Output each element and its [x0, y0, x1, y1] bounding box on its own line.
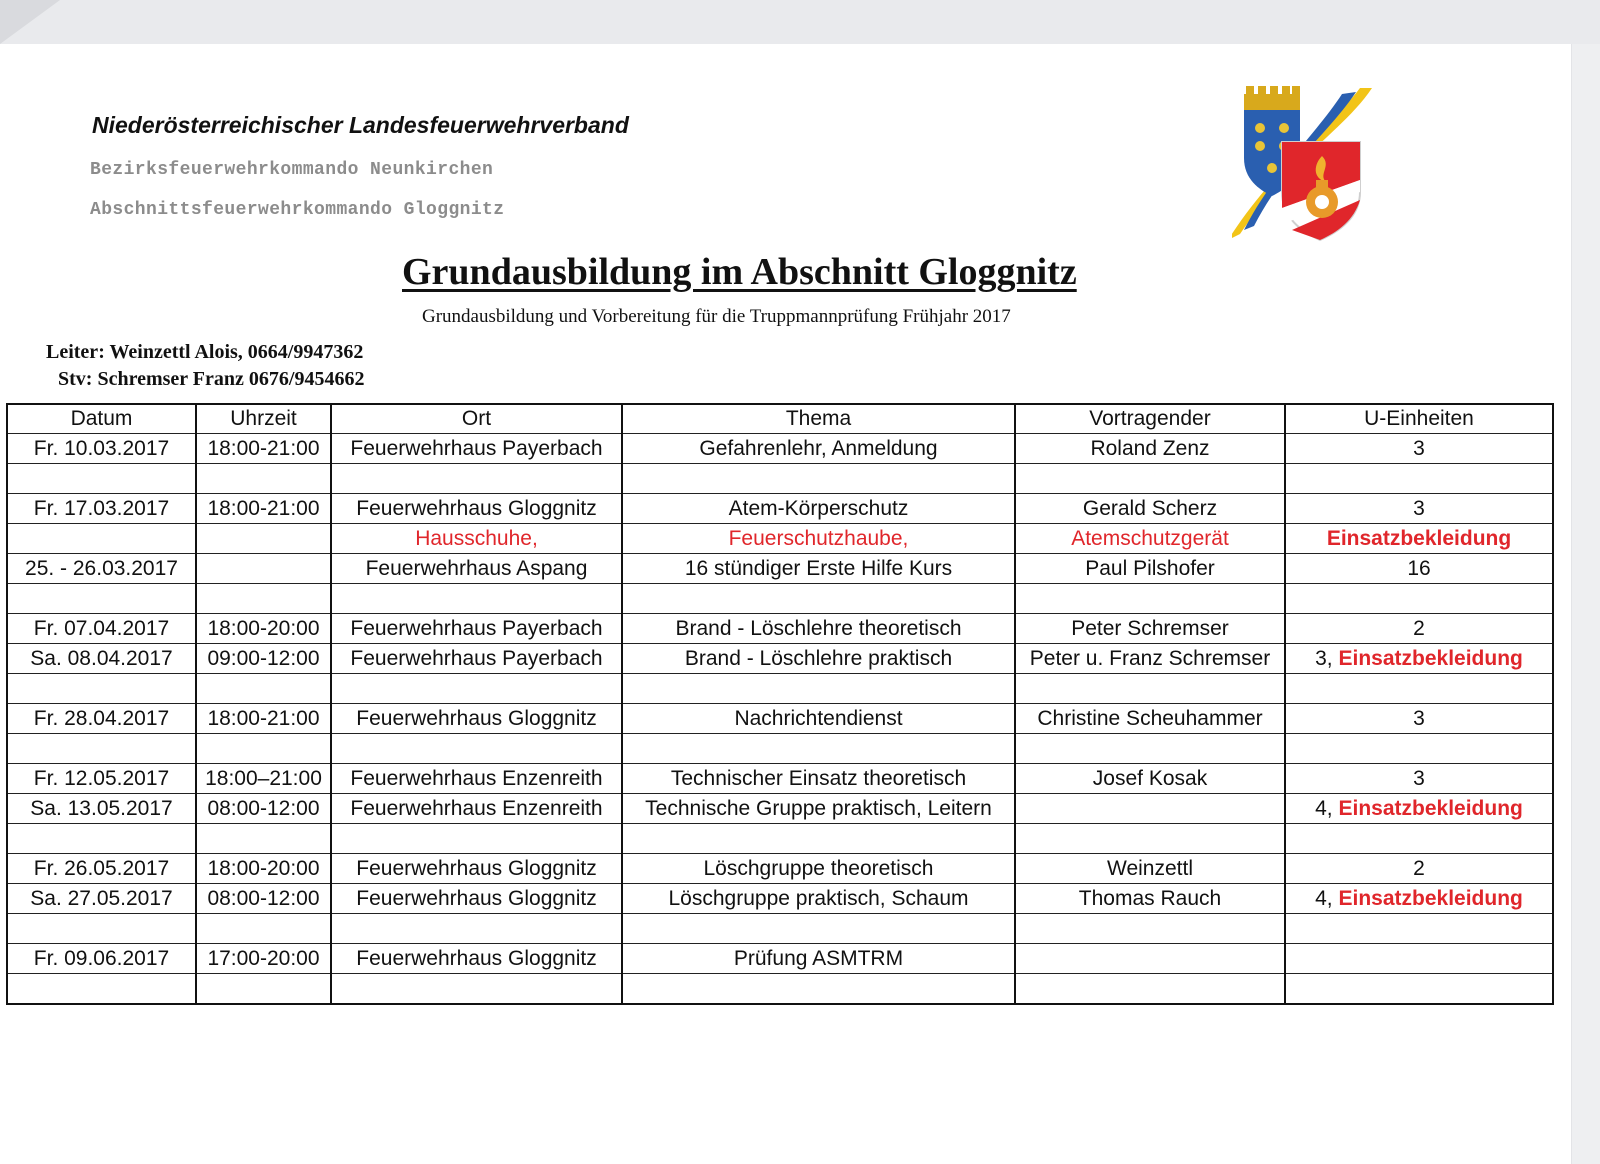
cell-ort	[331, 734, 622, 764]
table-row	[7, 944, 1553, 974]
cell-ort: Feuerwehrhaus Gloggnitz	[331, 494, 622, 524]
cell-einheiten	[1285, 434, 1553, 464]
table-row	[7, 464, 1553, 494]
table-row	[7, 644, 1553, 674]
cell-datum: Fr. 07.04.2017	[7, 614, 196, 644]
cell-thema: Löschgruppe praktisch, Schaum	[622, 884, 1015, 914]
cell-vortragender: Atemschutzgerät	[1015, 524, 1285, 554]
col-header-ort: Ort	[331, 404, 622, 434]
cell-ort: Hausschuhe,	[331, 524, 622, 554]
cell-uhrzeit	[196, 974, 331, 1005]
cell-ort: Feuerwehrhaus Enzenreith	[331, 764, 622, 794]
cell-thema: Prüfung ASMTRM	[622, 944, 1015, 974]
cell-datum	[7, 974, 196, 1005]
cell-vortragender	[1015, 674, 1285, 704]
cell-einheiten	[1285, 644, 1553, 674]
page-subtitle: Grundausbildung und Vorbereitung für die Truppmannprüfung Frühjahr 2017	[422, 306, 1011, 327]
cell-ort	[331, 974, 622, 1005]
table-row	[7, 884, 1553, 914]
cell-datum: Fr. 26.05.2017	[7, 854, 196, 884]
table-row	[7, 584, 1553, 614]
cell-thema	[622, 674, 1015, 704]
cell-datum: Sa. 27.05.2017	[7, 884, 196, 914]
cell-uhrzeit	[196, 734, 331, 764]
cell-uhrzeit	[196, 584, 331, 614]
einheiten-value: 2	[1413, 856, 1425, 880]
cell-einheiten	[1285, 914, 1553, 944]
table-row	[7, 824, 1553, 854]
cell-vortragender: Paul Pilshofer	[1015, 554, 1285, 584]
cell-thema: Technische Gruppe praktisch, Leitern	[622, 794, 1015, 824]
cell-ort: Feuerwehrhaus Aspang	[331, 554, 622, 584]
deputy-contact: Stv: Schremser Franz 0676/9454662	[58, 368, 365, 390]
cell-datum	[7, 914, 196, 944]
cell-uhrzeit: 08:00-12:00	[196, 794, 331, 824]
table-row	[7, 554, 1553, 584]
cell-einheiten	[1285, 704, 1553, 734]
table-row	[7, 794, 1553, 824]
cell-einheiten	[1285, 524, 1553, 554]
cell-datum	[7, 584, 196, 614]
cell-thema: Brand - Löschlehre theoretisch	[622, 614, 1015, 644]
table-row	[7, 764, 1553, 794]
cell-vortragender	[1015, 734, 1285, 764]
col-header-einheiten: U-Einheiten	[1285, 404, 1553, 434]
cell-ort: Feuerwehrhaus Payerbach	[331, 434, 622, 464]
einheiten-value: 16	[1407, 556, 1431, 580]
district-command: Bezirksfeuerwehrkommando Neunkirchen	[90, 160, 494, 180]
cell-ort: Feuerwehrhaus Gloggnitz	[331, 884, 622, 914]
cell-uhrzeit: 18:00-20:00	[196, 614, 331, 644]
cell-ort: Feuerwehrhaus Gloggnitz	[331, 944, 622, 974]
cell-vortragender: Josef Kosak	[1015, 764, 1285, 794]
cell-ort: Feuerwehrhaus Gloggnitz	[331, 704, 622, 734]
cell-datum: 25. - 26.03.2017	[7, 554, 196, 584]
cell-ort	[331, 464, 622, 494]
cell-thema	[622, 584, 1015, 614]
cell-uhrzeit: 09:00-12:00	[196, 644, 331, 674]
einheiten-note: Einsatzbekleidung	[1338, 796, 1523, 820]
cell-thema	[622, 824, 1015, 854]
cell-vortragender	[1015, 974, 1285, 1005]
fire-brigade-logo	[1232, 84, 1402, 246]
cell-vortragender	[1015, 824, 1285, 854]
cell-thema: Nachrichtendienst	[622, 704, 1015, 734]
cell-einheiten	[1285, 824, 1553, 854]
cell-thema	[622, 734, 1015, 764]
header-row	[7, 404, 1553, 434]
cell-uhrzeit	[196, 554, 331, 584]
einheiten-value: 3	[1413, 436, 1425, 460]
table-row	[7, 914, 1553, 944]
cell-datum	[7, 464, 196, 494]
cell-ort: Feuerwehrhaus Payerbach	[331, 644, 622, 674]
col-header-vortragender: Vortragender	[1015, 404, 1285, 434]
cell-einheiten	[1285, 764, 1553, 794]
cell-einheiten	[1285, 584, 1553, 614]
cell-datum	[7, 674, 196, 704]
cell-einheiten	[1285, 734, 1553, 764]
cell-thema	[622, 464, 1015, 494]
cell-datum: Fr. 10.03.2017	[7, 434, 196, 464]
table-row	[7, 974, 1553, 1005]
einheiten-note: Einsatzbekleidung	[1338, 886, 1523, 910]
table-row	[7, 524, 1553, 554]
cell-thema: Gefahrenlehr, Anmeldung	[622, 434, 1015, 464]
cell-uhrzeit	[196, 824, 331, 854]
cell-einheiten	[1285, 614, 1553, 644]
cell-vortragender: Peter u. Franz Schremser	[1015, 644, 1285, 674]
cell-vortragender: Weinzettl	[1015, 854, 1285, 884]
cell-einheiten	[1285, 854, 1553, 884]
section-command: Abschnittsfeuerwehrkommando Gloggnitz	[90, 200, 505, 220]
table-row	[7, 734, 1553, 764]
cell-uhrzeit	[196, 464, 331, 494]
table-row	[7, 704, 1553, 734]
cell-vortragender	[1015, 584, 1285, 614]
einheiten-value: 3	[1413, 496, 1425, 520]
cell-vortragender	[1015, 464, 1285, 494]
cell-vortragender: Peter Schremser	[1015, 614, 1285, 644]
cell-uhrzeit: 18:00-20:00	[196, 854, 331, 884]
cell-einheiten	[1285, 464, 1553, 494]
cell-thema: 16 stündiger Erste Hilfe Kurs	[622, 554, 1015, 584]
cell-uhrzeit: 17:00-20:00	[196, 944, 331, 974]
einheiten-value: 4,	[1315, 886, 1333, 910]
cell-uhrzeit: 18:00–21:00	[196, 764, 331, 794]
cell-uhrzeit: 08:00-12:00	[196, 884, 331, 914]
cell-uhrzeit	[196, 914, 331, 944]
cell-vortragender: Gerald Scherz	[1015, 494, 1285, 524]
cell-einheiten	[1285, 674, 1553, 704]
cell-datum	[7, 824, 196, 854]
cell-uhrzeit: 18:00-21:00	[196, 494, 331, 524]
cell-einheiten	[1285, 494, 1553, 524]
cell-datum: Sa. 13.05.2017	[7, 794, 196, 824]
col-header-thema: Thema	[622, 404, 1015, 434]
table-row	[7, 614, 1553, 644]
cell-datum: Sa. 08.04.2017	[7, 644, 196, 674]
einheiten-value: 2	[1413, 616, 1425, 640]
einheiten-note: Einsatzbekleidung	[1326, 526, 1512, 550]
leader-contact: Leiter: Weinzettl Alois, 0664/9947362	[46, 341, 364, 363]
cell-datum	[7, 524, 196, 554]
table-row	[7, 434, 1553, 464]
cell-thema: Löschgruppe theoretisch	[622, 854, 1015, 884]
scan-border-right	[1572, 44, 1600, 1164]
cell-vortragender	[1015, 914, 1285, 944]
cell-einheiten	[1285, 554, 1553, 584]
cell-vortragender	[1015, 794, 1285, 824]
scan-corner-shadow	[0, 0, 60, 44]
einheiten-value: 3	[1413, 766, 1425, 790]
cell-ort: Feuerwehrhaus Payerbach	[331, 614, 622, 644]
cell-thema: Atem-Körperschutz	[622, 494, 1015, 524]
cell-einheiten	[1285, 884, 1553, 914]
cell-thema: Feuerschutzhaube,	[622, 524, 1015, 554]
cell-einheiten	[1285, 794, 1553, 824]
schedule-table	[6, 403, 1554, 1005]
cell-einheiten	[1285, 974, 1553, 1005]
einheiten-value: 4,	[1315, 796, 1333, 820]
einheiten-value: 3	[1413, 706, 1425, 730]
scan-border-top	[0, 0, 1600, 44]
cell-ort	[331, 824, 622, 854]
cell-datum: Fr. 12.05.2017	[7, 764, 196, 794]
cell-thema: Brand - Löschlehre praktisch	[622, 644, 1015, 674]
col-header-uhrzeit: Uhrzeit	[196, 404, 331, 434]
cell-ort	[331, 584, 622, 614]
cell-datum	[7, 734, 196, 764]
einheiten-note: Einsatzbekleidung	[1338, 646, 1523, 670]
cell-ort	[331, 674, 622, 704]
cell-uhrzeit	[196, 674, 331, 704]
einheiten-value: 3,	[1315, 646, 1333, 670]
cell-datum: Fr. 28.04.2017	[7, 704, 196, 734]
cell-vortragender	[1015, 944, 1285, 974]
col-header-datum: Datum	[7, 404, 196, 434]
cell-thema	[622, 974, 1015, 1005]
table-row	[7, 494, 1553, 524]
cell-datum: Fr. 17.03.2017	[7, 494, 196, 524]
cell-einheiten	[1285, 944, 1553, 974]
cell-thema: Technischer Einsatz theoretisch	[622, 764, 1015, 794]
cell-vortragender: Thomas Rauch	[1015, 884, 1285, 914]
cell-uhrzeit: 18:00-21:00	[196, 434, 331, 464]
cell-ort: Feuerwehrhaus Enzenreith	[331, 794, 622, 824]
cell-uhrzeit	[196, 524, 331, 554]
cell-uhrzeit: 18:00-21:00	[196, 704, 331, 734]
page-title: Grundausbildung im Abschnitt Gloggnitz	[402, 251, 1077, 293]
cell-ort	[331, 914, 622, 944]
table-row	[7, 674, 1553, 704]
table-row	[7, 854, 1553, 884]
cell-ort: Feuerwehrhaus Gloggnitz	[331, 854, 622, 884]
cell-datum: Fr. 09.06.2017	[7, 944, 196, 974]
cell-thema	[622, 914, 1015, 944]
org-name: Niederösterreichischer Landesfeuerwehrverband	[92, 112, 629, 138]
cell-vortragender: Christine Scheuhammer	[1015, 704, 1285, 734]
cell-vortragender: Roland Zenz	[1015, 434, 1285, 464]
